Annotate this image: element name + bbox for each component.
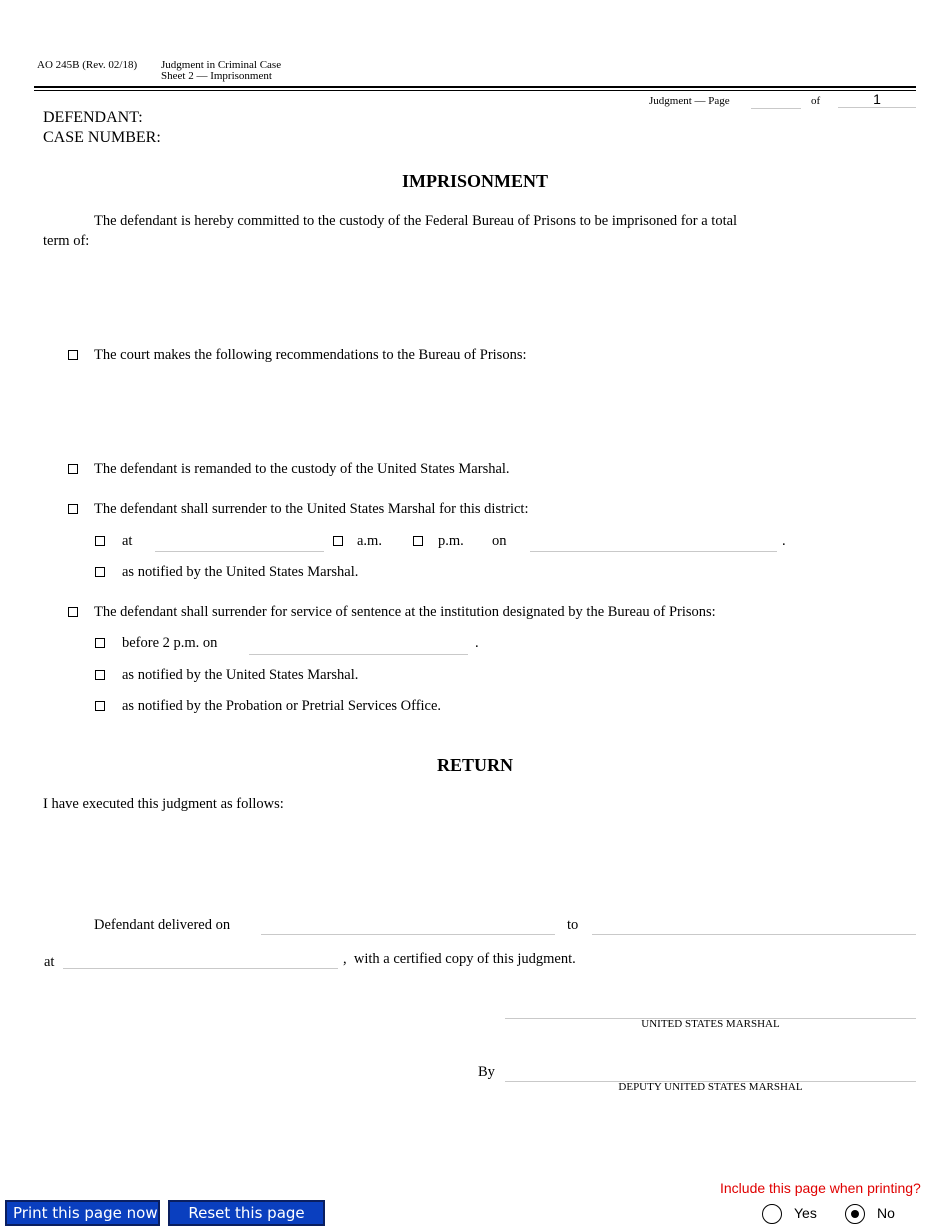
surrender-district-text: The defendant shall surrender to the United States Marshal for this district:	[94, 501, 529, 517]
at-place-label: at	[44, 954, 55, 970]
include-yes-radio[interactable]	[762, 1204, 782, 1224]
certified-copy-text: , with a certified copy of this judgment.	[343, 951, 576, 967]
imprisonment-heading: IMPRISONMENT	[401, 171, 548, 191]
radio-selected-dot	[851, 1210, 859, 1218]
by-label: By	[478, 1064, 495, 1080]
reset-page-button[interactable]: Reset this page	[168, 1200, 325, 1226]
before-2pm-checkbox[interactable]	[95, 638, 105, 648]
remanded-text: The defendant is remanded to the custody of the United States Marshal.	[94, 461, 510, 477]
am-label: a.m.	[357, 533, 382, 549]
notified-marshal-checkbox-2[interactable]	[95, 670, 105, 680]
recommendations-checkbox[interactable]	[68, 350, 78, 360]
notified-probation-text: as notified by the Probation or Pretrial Services Office.	[122, 698, 442, 714]
at-label: at	[122, 533, 133, 549]
remanded-checkbox[interactable]	[68, 464, 78, 474]
sheet-label: Sheet 2 — Imprisonment	[161, 70, 272, 82]
notified-probation-checkbox[interactable]	[95, 701, 105, 711]
page-total-field[interactable]: 1	[838, 91, 916, 108]
surrender-institution-text: The defendant shall surrender for service of sentence at the institution designated by the Bureau of Prisons:	[94, 604, 716, 620]
at-time-checkbox[interactable]	[95, 536, 105, 546]
page-number-field[interactable]	[751, 92, 801, 109]
intro-text-line1: The defendant is hereby committed to the custody of the Federal Bureau of Prisons to be imprisoned for a total	[94, 213, 738, 229]
deputy-signature-field[interactable]	[505, 1065, 916, 1082]
include-page-prompt: Include this page when printing?	[720, 1180, 921, 1196]
executed-text: I have executed this judgment as follows:	[43, 796, 284, 812]
surrender-time-field[interactable]	[155, 535, 324, 552]
notified-marshal-checkbox[interactable]	[95, 567, 105, 577]
recommendations-text: The court makes the following recommendations to the Bureau of Prisons:	[94, 347, 527, 363]
surrender-district-checkbox[interactable]	[68, 504, 78, 514]
case-number-label: CASE NUMBER:	[43, 129, 161, 146]
on-label: on	[492, 533, 507, 549]
return-heading: RETURN	[436, 755, 513, 775]
form-title: Judgment in Criminal Case	[161, 59, 282, 71]
notified-marshal-text: as notified by the United States Marshal.	[122, 564, 359, 580]
delivered-place-field[interactable]	[63, 952, 338, 969]
delivered-date-field[interactable]	[261, 918, 555, 935]
pm-label: p.m.	[438, 533, 464, 549]
before-2pm-text: before 2 p.m. on	[122, 635, 218, 651]
form-id: AO 245B (Rev. 02/18)	[37, 59, 138, 71]
include-yes-label: Yes	[794, 1205, 817, 1221]
print-page-button[interactable]: Print this page now	[5, 1200, 160, 1226]
delivered-on-label: Defendant delivered on	[94, 917, 231, 933]
include-no-label: No	[877, 1205, 895, 1221]
surrender-date-field[interactable]	[530, 535, 777, 552]
defendant-label: DEFENDANT:	[43, 109, 143, 126]
before-2pm-date-field[interactable]	[249, 638, 468, 655]
period-mark: .	[782, 533, 786, 549]
to-label: to	[567, 917, 579, 933]
of-label: of	[811, 95, 821, 107]
am-checkbox[interactable]	[333, 536, 343, 546]
marshal-caption: UNITED STATES MARSHAL	[641, 1018, 780, 1030]
intro-text-line2: term of:	[43, 233, 90, 249]
page-label: Judgment — Page	[649, 95, 730, 107]
header-rule-thin	[34, 90, 916, 91]
surrender-institution-checkbox[interactable]	[68, 607, 78, 617]
header-rule	[34, 86, 916, 88]
deputy-caption: DEPUTY UNITED STATES MARSHAL	[618, 1081, 803, 1093]
notified-marshal-text-2: as notified by the United States Marshal.	[122, 667, 359, 683]
include-no-radio[interactable]	[845, 1204, 865, 1224]
marshal-signature-field[interactable]	[505, 1002, 916, 1019]
delivered-to-field[interactable]	[592, 918, 916, 935]
period-mark-2: .	[475, 635, 479, 651]
pm-checkbox[interactable]	[413, 536, 423, 546]
